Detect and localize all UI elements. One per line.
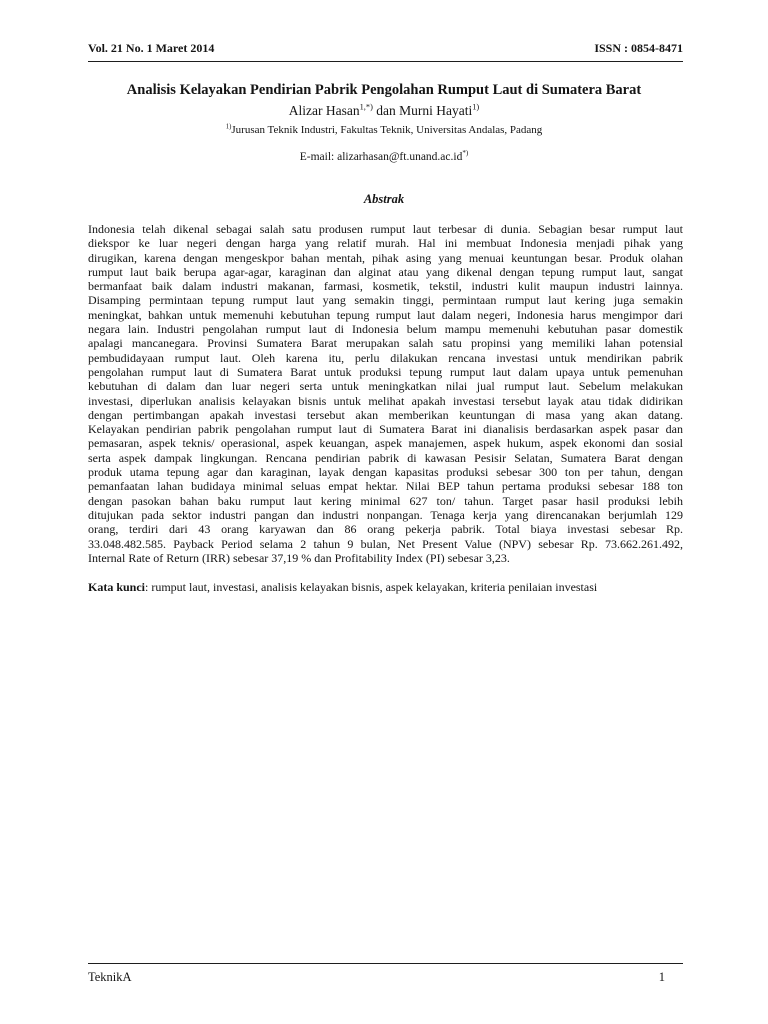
author-name: Murni Hayati (399, 103, 473, 118)
footer-rule (88, 963, 683, 964)
abstract-line: orang, terdiri dari 43 orang karyawan dan 86 orang pekerja pabrik. Total biaya investasi sebesar Rp. (88, 522, 683, 537)
abstract-heading: Abstrak (363, 192, 405, 206)
abstract-line: pembudidayaan rumput laut. Oleh karena itu, perlu dilakukan rencana investasi untuk mendirikan pabrik (88, 350, 683, 365)
abstract-line: apalagi mancanegara. Provinsi Sumatera Barat merupakan salah satu propinsi yang memiliki lahan potensial (88, 336, 683, 351)
footer-journal-name: TeknikA (88, 970, 132, 984)
abstract-line: pemasaran, aspek teknis/ operasional, aspek keuangan, aspek manajemen, aspek hukum, aspek ekonomi dan sosial (88, 436, 683, 451)
abstract-line: pengolahan rumput laut di Sumatera Barat untuk produksi tepung rumput laut dalam upaya untuk pemenuhan (88, 364, 683, 379)
abstract-line: 33.048.482.585. Payback Period selama 2 tahun 9 bulan, Net Present Value (NPV) sebesar Rp. 73.662.261.492, (88, 536, 683, 551)
author-joiner: dan (376, 103, 396, 118)
abstract-line: diekspor ke luar negeri dengan harga yang relatif murah. Hal ini membuat Indonesia menjadi pihak yang (88, 236, 683, 251)
abstract-line: bermanfaat baik dalam industri makanan, farmasi, kosmetik, tekstil, industri kulit maupun industri lainnya. (88, 279, 683, 294)
abstract-line: serta aspek dampak lingkungan. Rencana pendirian pabrik di kawasan Pesisir Selatan, Sumatera Barat dengan (88, 450, 683, 465)
email-address: alizarhasan@ft.unand.ac.id (337, 151, 463, 163)
abstract-line: dirugikan, karena dengan mengeskpor bahan mentah, pihak asing yang menuai keuntungan besar. Produk olahan (88, 250, 683, 265)
author-affiliation-mark: 1,*) (359, 102, 373, 112)
abstract-line: pemanfaatan lahan budidaya minimal seluas empat hektar. Nilai BEP tahun pertama produksi sebesar 188 ton (88, 479, 683, 494)
abstract-line: Internal Rate of Return (IRR) sebesar 37,19 % dan Profitability Index (PI) sebesar 3,23. (88, 550, 510, 565)
abstract-line: Kelayakan pendirian pabrik pengolahan rumput laut di Sumatera Barat ini dianalisis berdasarkan aspek pasar dan (88, 422, 683, 437)
abstract-line: meningkat, bahkan untuk memenuhi kebutuhan tepung rumput laut dalam negeri, Indonesia harus mengimpor dari (88, 307, 683, 322)
author-line (0, 103, 768, 119)
contact-email (0, 150, 768, 164)
abstract-line: dengan pertimbangan apakah investasi tersebut akan memberikan keuntungan di masa yang akan datang. (88, 407, 683, 422)
abstract-line: Indonesia telah dikenal sebagai salah satu produsen rumput laut terbesar di dunia. Sebagian besar rumput laut (88, 222, 683, 236)
header-rule (88, 61, 683, 62)
email-mark: *) (462, 149, 469, 158)
keywords-label: Kata kunci (88, 580, 146, 594)
page-number: 1 (658, 970, 665, 984)
abstract-line: rumput laut baik berupa agar-agar, karaginan dan alginat atau yang dikenal dengan tepung rumput laut, sangat (88, 264, 683, 279)
abstract-line: investasi, diperlukan analisis kelayakan bisnis untuk melihat apakah investasi tersebut layak atau tidak didirikan (88, 393, 683, 408)
keywords-text: : rumput laut, investasi, analisis kelayakan bisnis, aspek kelayakan, kriteria penilaian investasi (145, 580, 598, 594)
abstract-body (88, 222, 683, 565)
keywords (88, 580, 683, 594)
abstract-line: negara lain. Industri pengolahan rumput laut di Indonesia belum mampu memenuhi kebutuhan pasar domestik (88, 322, 683, 337)
author-name: Alizar Hasan (288, 103, 360, 118)
affiliation-text: Jurusan Teknik Industri, Fakultas Teknik, Universitas Andalas, Padang (231, 124, 543, 136)
abstract-line: produk utama tepung agar dan karaginan, layak dengan kapasitas produksi sebesar 300 ton per tahun, dengan (88, 465, 683, 480)
paper-title: Analisis Kelayakan Pendirian Pabrik Pengolahan Rumput Laut di Sumatera Barat (126, 82, 642, 98)
abstract-line: kebutuhan di dalam dan luar negeri serta untuk meningkatkan nilai jual rumput laut. Sebelum melakukan (88, 379, 683, 394)
affiliation-mark: 1) (225, 123, 232, 131)
abstract-line: dengan pasokan bahan baku rumput laut kering minimal 627 ton/ tahun. Target pasar hasil produksi lebih (88, 493, 683, 508)
email-label: E-mail: (299, 151, 335, 163)
abstract-line: Disamping permintaan tepung rumput laut yang semakin tinggi, permintaan rumput laut kering juga semakin (88, 293, 683, 308)
abstract-line: ditujukan pada sektor industri pangan dan industri nonpangan. Tenaga kerja yang direncanakan berjumlah 129 (88, 507, 683, 522)
journal-volume: Vol. 21 No. 1 Maret 2014 (88, 41, 215, 55)
affiliation (0, 123, 768, 137)
author-affiliation-mark: 1) (472, 102, 480, 112)
journal-issn: ISSN : 0854-8471 (594, 41, 683, 55)
